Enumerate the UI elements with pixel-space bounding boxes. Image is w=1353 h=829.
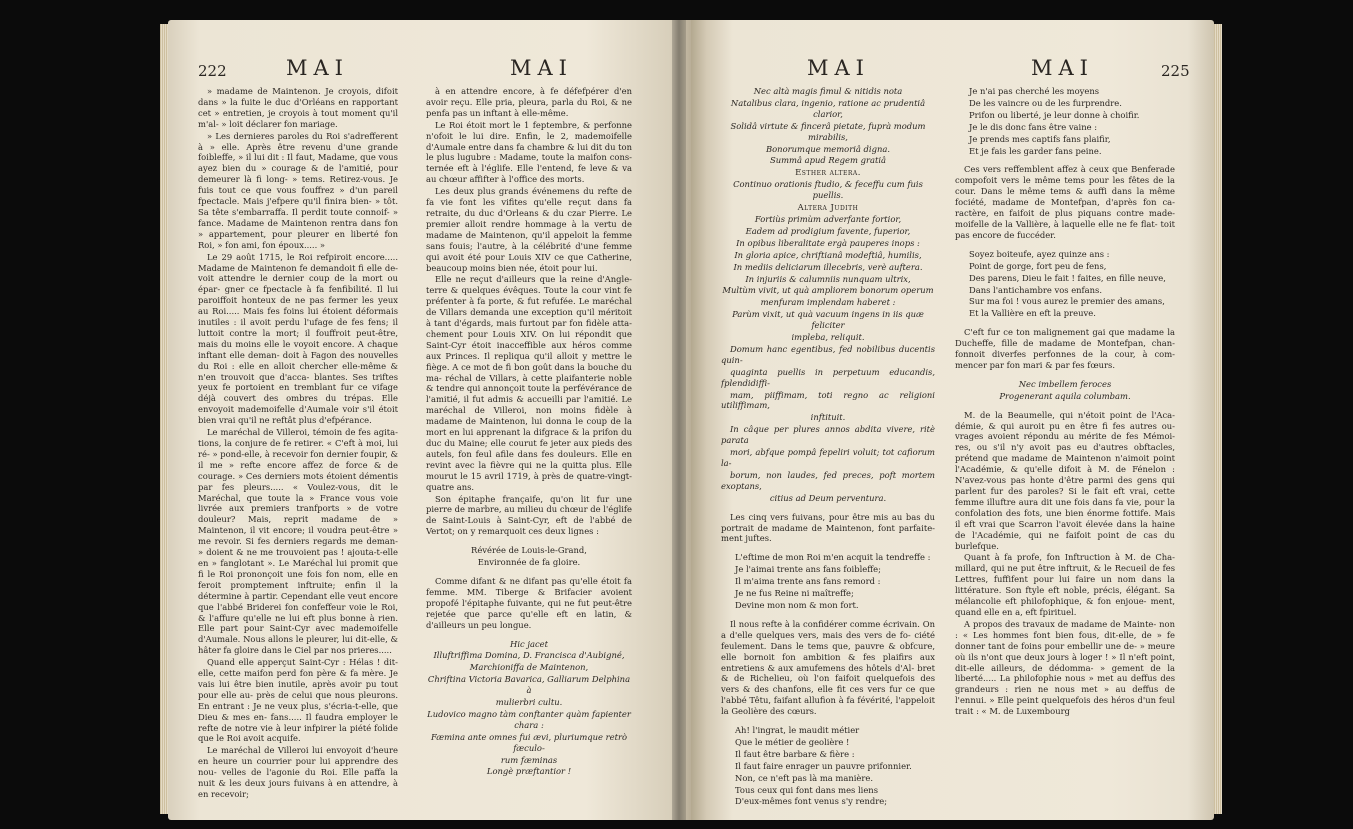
latin-line: Natalibus clara, ingenio, ratione ac prudentiâ clarior, xyxy=(730,97,926,119)
verse-line: Il m'aima trente ans fans remord : xyxy=(735,576,881,587)
latin-line: rum fæminas xyxy=(500,754,558,765)
latin-line: Fæmina ante omnes fui ævi, pluriumque retrò fæculo- xyxy=(430,731,628,753)
latin-line: Solidâ virtute & fincerâ pietate, fuprà modum mirabilis, xyxy=(730,120,926,142)
latin-line: Illuftriffima Domina, D. Francisca d'Aubigné, xyxy=(433,650,625,661)
paragraph: Comme difant & ne difant pas qu'elle étoit fa femme. MM. Tiberge & Brifacier avoient propofé l'épitaphe fuivante, qui ne fut peut-être rejetée que parce qu'elle eft en latin, & d'ailleurs un peu longue. xyxy=(426,575,632,630)
latin-line: mori, abfque pompâ fepeliri voluit; tot cafiorum la- xyxy=(721,447,935,468)
latin-line: mam, piiffimam, toti regno ac religioni utiliffimam, xyxy=(721,389,935,411)
verse-line: Environnée de fa gloire. xyxy=(477,557,581,568)
paragraph: » madame de Maintenon. Je croyois, difoit dans » la fuite le duc d'Orléans en rapportant cet » entretien, je croyois à tout moment qu'il m'al- » loit déclarer fon mariage. xyxy=(198,86,398,129)
verse-line: Tous ceux qui font dans mes liens xyxy=(735,784,878,795)
verse-line: Ah! l'ingrat, le maudit métier xyxy=(735,725,860,736)
right-running-head-2: MAI xyxy=(1031,56,1094,80)
paragraph: Elle ne reçut d'ailleurs que la reine d'Angle- terre & quelques évêques. Toute la cour vint fe préfenter à fa porte, & fut refufée. Le maréchal de Villars demanda une exception qu'il méritoit à tant d'égards, mais furtout par fon fidèle atta- chement pour Louis XIV. On lui répondit que Saint-Cyr étoit inacceffible aux héros comme aux Princes. Il repliqua qu'il alloit y mettre le fiège. A ce mot de fi bon goût dans la bouche du ma- réchal de Villars, à cette plaifanterie noble & tendre qui annonçoit toute la perfévérance de l'amitié, il fut admis & accueilli par l'amitié. Le maréchal de Villeroi, non moins fidèle à madame de Maintenon, lui donna le coup de la mort en lui apprenant la difgrace & la prifon du duc du Maine; elle courut fe jeter aux pieds des autels, fon feul afile dans fes douleurs. Elle en revint avec la fièvre qui ne la quitta plus. Elle mourut le 15 avril 1719, à près de quatre-vingt-quatre ans. xyxy=(426,274,632,492)
verse-line: Point de gorge, fort peu de fens, xyxy=(969,260,1107,271)
verse-line: Et je fais les garder fans peine. xyxy=(969,145,1102,156)
left-column-1 xyxy=(198,86,398,810)
verse-line: Je le dis donc fans être vaine : xyxy=(969,121,1098,132)
latin-line: Summâ apud Regem gratiâ xyxy=(769,155,887,166)
verse-line: Soyez boiteufe, ayez quinze ans : xyxy=(969,248,1110,259)
latin-line: citius ad Deum perventura. xyxy=(769,492,887,503)
verse-line: Nec imbellem feroces xyxy=(1018,378,1112,389)
latin-line: Eadem ad prodigium favente, fuperior, xyxy=(745,225,911,236)
paragraph: à en attendre encore, à fe défefpérer d'en avoir reçu. Elle pria, pleura, parla du Roi, & ne penfa pas un inftant à elle-même. xyxy=(426,86,632,118)
latin-line: In mediis deliciarum illecebris, verè auftera. xyxy=(733,261,923,272)
latin-line: Esther altera. xyxy=(795,167,861,178)
verse-line: Je ne fus Reine ni maîtreffe; xyxy=(735,588,854,599)
latin-line: Multùm vivit, ut quà ampliorem bonorum operum xyxy=(722,285,934,296)
left-page-number: 222 xyxy=(198,62,227,80)
right-column-1 xyxy=(721,86,935,810)
left-running-head: MAI xyxy=(286,56,349,80)
paragraph: Son épitaphe françaife, qu'on lit fur une pierre de marbre, au milieu du chœur de l'églife de Saint-Louis à Saint-Cyr, eft de l'abbé de Vertot; on y remarquoit ces deux lignes : xyxy=(426,493,632,537)
verse-line: Je n'ai pas cherché les moyens xyxy=(969,86,1100,96)
paragraph: Le maréchal de Villeroi lui envoyoit d'heure en heure un courrier pour lui apprendre des nou- velles de l'agonie du Roi. Elle paffa la nuit & les deux jours fuivans à en attendre, à en recevoir; xyxy=(198,745,398,799)
verse-line: Et la Vallière en eft la preuve. xyxy=(969,308,1096,319)
latin-line: borum, non laudes, fed preces, poft mortem exoptans, xyxy=(721,469,935,491)
verse-line: Je l'aimai trente ans fans foibleffe; xyxy=(735,564,881,575)
latin-line: Altera Judith xyxy=(797,202,859,213)
right-header xyxy=(691,56,1214,82)
paragraph: Quand elle apperçut Saint-Cyr : Hélas ! dit- elle, cette maifon perd fon père & fa mère. Je vais lui être bien inutile, après avoir pu tout pour elle au- près de celui que nous pleurons. En entrant : Je ne veux plus, s'écria-t-elle, que Dieu & mes en- fans..... Il faudra employer le refte de notre vie à leur infpirer la piété folide que le Roi avoit acquife. xyxy=(198,657,398,744)
paragraph: Il nous refte à la confidérer comme écrivain. On a d'elle quelques vers, mais des vers de fo- ciété feulement. Dans le tems que, pauvre & obfcure, elle bornoit fon ambition & fes plaifirs aux entretiens & aux amufemens des hôtels d'Al- bret & de Richelieu, où l'on faifoit quelquefois des vers & des chanfons, elle fit ces vers fur ce que l'abbé Têtu, faifant allufion à fa févérité, l'appeloit la Geolière des cœurs. xyxy=(721,618,935,717)
verse-line: Prifon ou liberté, je leur donne à choifir. xyxy=(969,109,1140,120)
right-page-number: 225 xyxy=(1161,62,1190,80)
latin-line: inftituit. xyxy=(810,412,846,423)
left-running-head-2: MAI xyxy=(510,56,573,80)
verse-line: Dans l'antichambre vos enfans. xyxy=(969,284,1103,295)
verse-line: Devine mon nom & mon fort. xyxy=(735,599,859,610)
paragraph: Ces vers reffemblent affez à ceux que Benferade compofoit vers le même tems pour les fêtes de la cour. Dans le même tems & auffi dans la même fociété, madame de Montefpan, d'après fon ca- ractère, en faifoit de plus piquans contre made- moifelle de la Vallière, à laquelle elle ne fe flat- toit pas encore de fuccéder. xyxy=(955,164,1175,240)
verse-line: Sur ma foi ! vous aurez le premier des amans, xyxy=(969,296,1165,307)
latin-line: In gloria apice, chriftianâ modeftiâ, humilis, xyxy=(734,249,922,260)
latin-line: Bonorumque memoriâ digna. xyxy=(765,143,890,154)
latin-line: Marchioniffa de Maintenon, xyxy=(469,662,589,673)
left-header xyxy=(168,56,691,82)
paragraph: M. de la Beaumelle, qui n'étoit point de l'Aca- démie, & qui auroit pu en être fi fes autres ou- vrages avoient répondu au mérite de fes Mémoi- res, ou s'il n'y avoit pas eu d'autres obftacles, prétend que madame de Maintenon n'aimoit point l'Académie, & qu'elle difoit à M. de Fénelon : N'avez-vous pas honte d'être parmi des gens qui parlent fur des paroles? Si le fait eft vrai, cette femme illuftre aura dit une fois dans fa vie, pour la confolation des fots, une bien énorme fottife. Mais il eft vrai que Scarron l'avoit élevée dans la haine de l'Académie, qui ne faifoit point de cas du burlefque. xyxy=(955,409,1175,551)
right-page xyxy=(691,20,1214,820)
latin-line: quaginta puellis in perpetuum educandis, fplendidiffi- xyxy=(721,366,935,388)
right-column-2 xyxy=(955,86,1175,810)
latin-line: Continuo orationis ftudio, & feceffu cum fuis puellis. xyxy=(733,179,923,201)
verse-line: Des parens, Dieu le fait ! faites, en fille neuve, xyxy=(969,272,1166,283)
paragraph: Les deux plus grands événemens du refte de fa vie font les vifites qu'elle reçut dans fa retraite, du duc d'Orleans & du czar Pierre. Le premier alloit rendre hommage à la vertu de madame de Maintenon, qu'il appeloit la femme sans fouis; l'autre, à la célébrité d'une femme qui avoit été pour Louis XIV ce que Catherine, beaucoup moins bien née, étoit pour lui. xyxy=(426,186,632,273)
latin-line: menfuram implendam haberet : xyxy=(760,297,896,308)
latin-line: In injuriis & calumniis nunquam ultrix, xyxy=(745,273,911,284)
latin-line: Hic jacet xyxy=(510,638,548,649)
verse-line: Je prends mes captifs fans plaifir, xyxy=(969,133,1111,144)
latin-line: Ludovico magno tàm conftanter quàm fapienter chara : xyxy=(427,708,631,730)
latin-line: Nec altà magis fimul & nitidis nota xyxy=(753,86,903,96)
left-page xyxy=(168,20,691,820)
paragraph: A propos des travaux de madame de Mainte- non : « Les hommes font bien fous, dit-elle, de » fe donner tant de foins pour embellir une de- » meure où ils n'ont que deux jours à loger ! » Il n'eft point, dit-elle ailleurs, de dédomma- » gement de la liberté..... La philofophie nous » met au deffus des grandeurs : rien ne nous met » au deffus de l'ennui. » Elle peint quelquefois des héros d'un feul trait : « M. de Luxembourg xyxy=(955,618,1175,717)
verse-line: Il faut être barbare & fière : xyxy=(735,748,855,759)
verse-line: Que le métier de geolière ! xyxy=(735,736,850,747)
open-book xyxy=(168,20,1214,820)
latin-line: Fortiùs primùm adverfante fortior, xyxy=(754,213,902,224)
paragraph: Le Roi étoit mort le 1 feptembre, & perfonne n'ofoit le lui dire. Enfin, le 2, mademoifelle d'Aumale entre dans fa chambre & lui dit du ton le plus lugubre : Madame, toute la maifon cons- ternée eft à l'églife. Elle l'entend, fe leve & va au chœur affifter à l'office des morts. xyxy=(426,119,632,185)
paragraph: » Les dernieres paroles du Roi s'adrefferent à » elle. Après être revenu d'une grande foibleffe, » il lui dit : Il faut, Madame, que vous ayez bien du » courage & de l'amitié, pour demeurer là fi long- » tems. Retirez-vous. Je fuis tout ce que vous fouffrez » d'un pareil fpectacle. Mais j'efpere qu'il finira bien- » tôt. Sa tête s'embarraffa. Il perdit toute connoif- » fance. Madame de Maintenon rentra dans fon » appartement, pour pleurer en liberté fon Roi, » fon ami, fon époux..... » xyxy=(198,130,398,250)
verse-line: Progenerant aquila columbam. xyxy=(999,390,1131,401)
verse-line: L'eftime de mon Roi m'en acquit la tendreffe : xyxy=(735,552,931,563)
latin-line: Parùm vixit, ut quà vacuum ingens in iis quæ feliciter xyxy=(732,309,924,331)
paragraph: Les cinq vers fuivans, pour être mis au bas du portrait de madame de Maintenon, font parfaite- ment juftes. xyxy=(721,511,935,544)
verse-line: Non, ce n'eft pas là ma manière. xyxy=(735,772,874,783)
latin-line: Domum hanc egentibus, fed nobilibus ducentis quin- xyxy=(721,343,935,365)
latin-line: In opibus liberalitate ergà pauperes inops : xyxy=(736,237,920,248)
latin-line: Longè præftantior ! xyxy=(486,766,572,777)
verse-line: D'eux-mêmes font venus s'y rendre; xyxy=(735,796,888,807)
latin-line: impleba, reliquit. xyxy=(791,332,865,343)
verse-line: Il faut faire enrager un pauvre prifonnier. xyxy=(735,760,912,771)
left-column-2 xyxy=(426,86,632,810)
book-spine-shadow xyxy=(672,20,686,820)
verse-line: De les vaincre ou de les furprendre. xyxy=(969,97,1122,108)
latin-line: Chriftina Victoria Bavarica, Galliarum Delphina à xyxy=(427,674,631,696)
paragraph: Le maréchal de Villeroi, témoin de fes agita- tions, la conjure de fe retirer. « C'eft à moi, lui ré- » pond-elle, à recevoir fon dernier foupir, & il me » refte encore affez de force & de courage. » Ces derniers mots étoient démentis par fes pleurs..... « Voulez-vous, dit le Maréchal, que toute la » France vous voie livrée aux premiers tranfports » de votre douleur? Mais, reprit madame de » Maintenon, il vit encore; il voudra peut-être » me revoir. Si fes derniers regards me deman- » doient & ne me trouvoient pas ! ajouta-t-elle en » fanglotant ». Le Maréchal lui promit que fi le Roi prononçoit une fois fon nom, elle en feroit promptement inftruite; enfin il la détermine à partir. Cependant elle veut encore que l'abbé Briderei fon confeffeur voie le Roi, & l'affure qu'elle ne lui eft plus bonne à rien. Elle part pour Saint-Cyr avec mademoifelle d'Aumale. Nous allons le pleurer, lui dit-elle, & hâter fa gloire dans le Ciel par nos prieres..... xyxy=(198,427,398,656)
paragraph: Quant à fa profe, fon Inftruction à M. de Cha- millard, qui ne put être inftruit, & le Recueil de fes Lettres, fuffifent pour lui faire un nom dans la littérature. Son ftyle eft noble, précis, élégant. Sa mélancolie eft philofophique, & fon enjoue- ment, quand elle en a, eft fpirituel. xyxy=(955,552,1175,617)
verse-line: Révérée de Louis-le-Grand, xyxy=(471,545,587,556)
latin-line: In câque per plures annos abdita vivere, ritè parata xyxy=(721,424,935,446)
latin-line: mulierbri cultu. xyxy=(495,697,563,708)
paragraph: Le 29 août 1715, le Roi refpiroit encore..... Madame de Maintenon fe demandoit fi elle de- voit attendre le dernier coup de la mort ou épar- gner ce fpectacle à fa fenfibilité. Il lui paroiffoit honteux de ne pas fermer les yeux au Roi..... Mais fes foins lui étoient déformais inutiles : il avoit perdu l'ufage de fes fens; il luttoit contre la mort; il fouffroit peut-être, mais du moins elle le voyoit encore. A chaque inftant elle deman- doit à Fagon des nouvelles du Roi : elle en alloit chercher elle-même & n'en trouvoit que d'acca- blantes. Ses triftes yeux fe portoient en tremblant fur ce vifage déjà couvert des ombres du trépas. Elle envoyoit mademoifelle d'Aumale voir s'il étoit bien vrai qu'il ne reftât plus d'efpérance. xyxy=(198,251,398,426)
paragraph: C'eft fur ce ton malignement gai que madame la Ducheffe, fille de madame de Montefpan, chan- fonnoit diverfes perfonnes de la cour, à com- mencer par fon mari & par fes fœurs. xyxy=(955,327,1175,370)
right-running-head: MAI xyxy=(807,56,870,80)
